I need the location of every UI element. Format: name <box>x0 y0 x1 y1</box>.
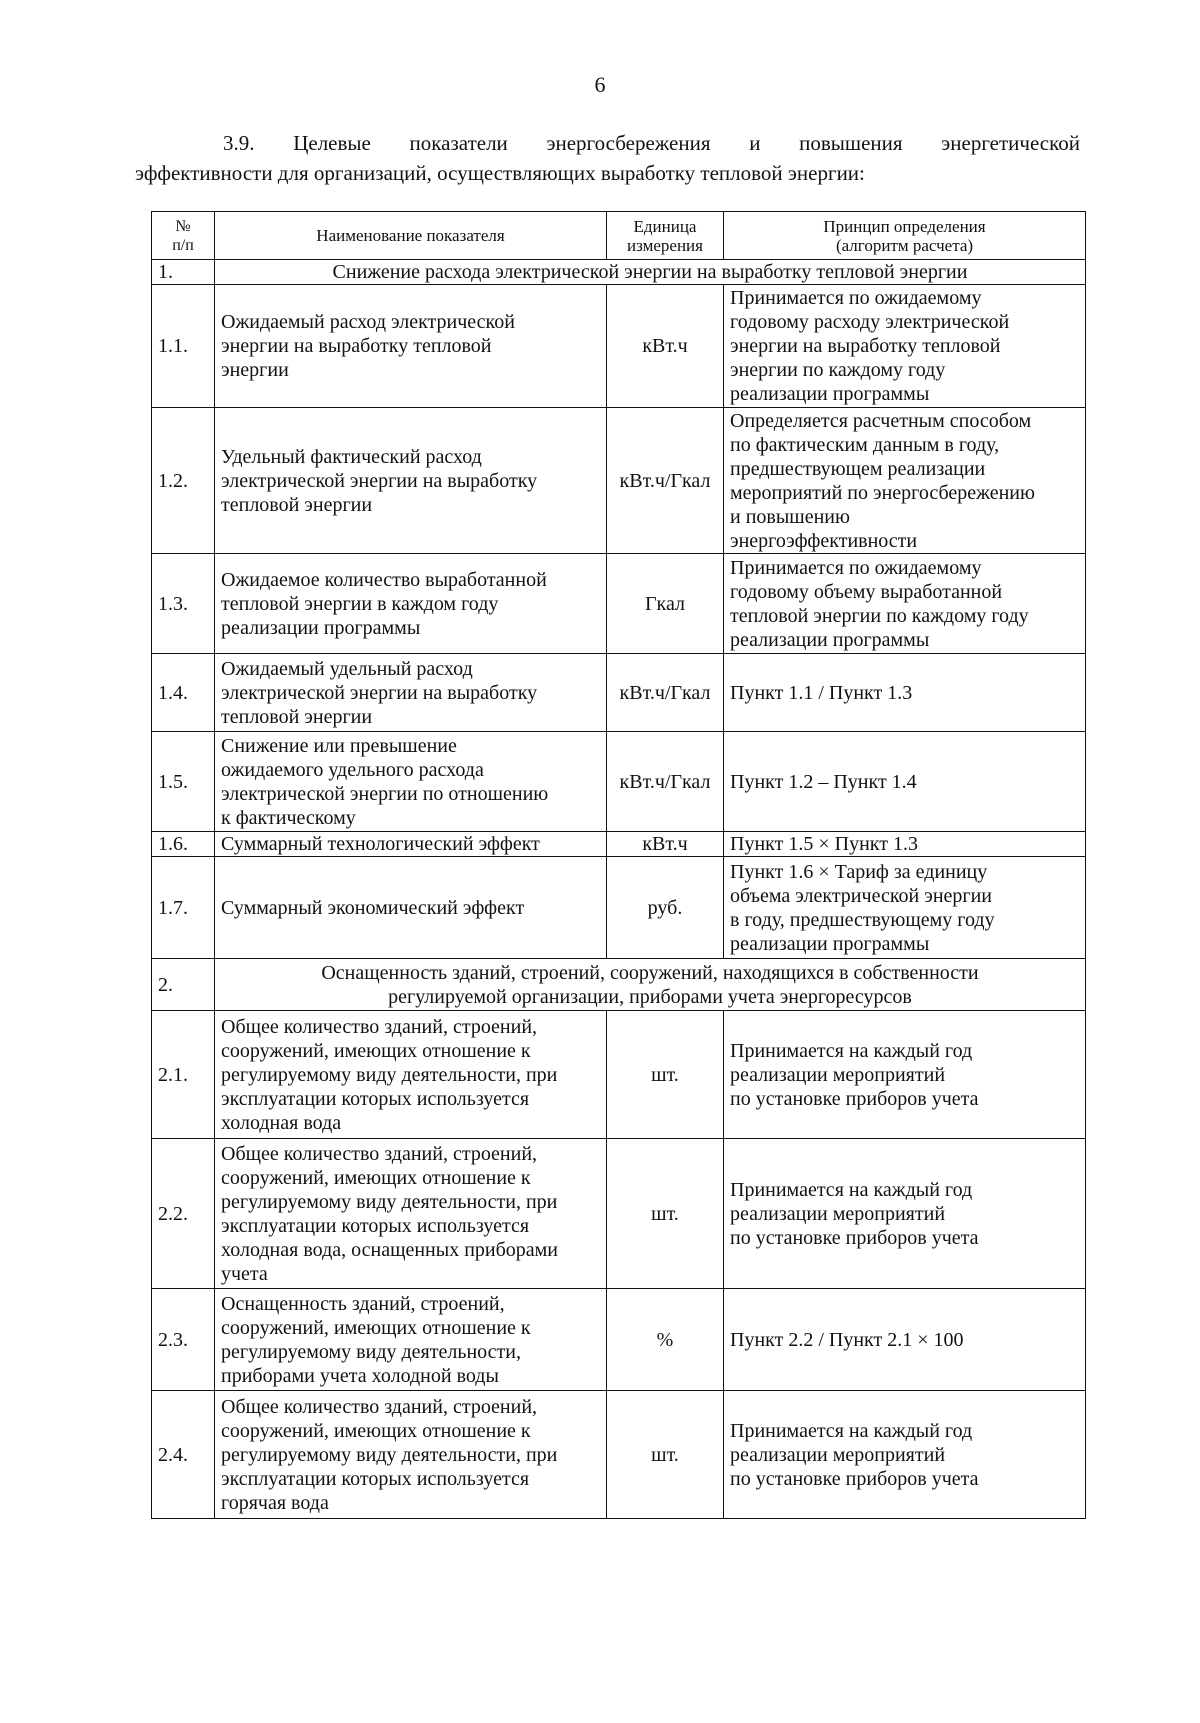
row-num: 2.4. <box>152 1391 215 1519</box>
row-num: 1.2. <box>152 408 215 554</box>
row-method: Принимается на каждый год реализации мероприятий по установке приборов учета <box>724 1391 1086 1519</box>
section-num: 1. <box>152 260 215 285</box>
row-method: Пункт 2.2 / Пункт 2.1 × 100 <box>724 1289 1086 1391</box>
row-name: Снижение или превышение ожидаемого удельного расхода электрической энергии по отношению к фактическому <box>215 732 607 832</box>
table-header-row <box>152 212 1086 260</box>
row-unit: % <box>607 1289 724 1391</box>
row-unit: шт. <box>607 1139 724 1289</box>
section-title: Снижение расхода электрической энергии на выработку тепловой энергии <box>215 260 1086 285</box>
section-num: 2. <box>152 959 215 1011</box>
header-num: № п/п <box>152 212 215 260</box>
row-unit: руб. <box>607 857 724 959</box>
row-num: 1.6. <box>152 832 215 857</box>
table-row <box>152 1011 1086 1139</box>
row-num: 2.2. <box>152 1139 215 1289</box>
row-num: 1.4. <box>152 654 215 732</box>
row-method: Принимается на каждый год реализации мероприятий по установке приборов учета <box>724 1011 1086 1139</box>
section-row-1 <box>152 260 1086 285</box>
table-row <box>152 554 1086 654</box>
row-name: Общее количество зданий, строений, сооружений, имеющих отношение к регулируемому виду деятельности, при эксплуатации которых используется холодная вода, оснащенных приборами учета <box>215 1139 607 1289</box>
table-row <box>152 857 1086 959</box>
header-unit: Единица измерения <box>607 212 724 260</box>
table-row <box>152 1391 1086 1519</box>
intro-line-1: 3.9. Целевые показатели энергосбережения и повышения энергетической <box>223 131 1080 155</box>
table-row <box>152 654 1086 732</box>
row-name: Суммарный экономический эффект <box>215 857 607 959</box>
row-unit: шт. <box>607 1011 724 1139</box>
row-num: 2.3. <box>152 1289 215 1391</box>
table-row <box>152 732 1086 832</box>
row-unit: кВт.ч/Гкал <box>607 654 724 732</box>
row-unit: кВт.ч/Гкал <box>607 732 724 832</box>
table-row <box>152 832 1086 857</box>
table-row <box>152 1289 1086 1391</box>
row-num: 2.1. <box>152 1011 215 1139</box>
row-method: Пункт 1.6 × Тариф за единицу объема электрической энергии в году, предшествующему году реализации программы <box>724 857 1086 959</box>
indicators-table <box>151 211 1086 1519</box>
row-method: Принимается по ожидаемому годовому расходу электрической энергии на выработку тепловой энергии по каждому году реализации программы <box>724 285 1086 408</box>
row-unit: Гкал <box>607 554 724 654</box>
table-row <box>152 408 1086 554</box>
row-unit: кВт.ч <box>607 285 724 408</box>
section-title: Оснащенность зданий, строений, сооружений, находящихся в собственности регулируемой организации, приборами учета энергоресурсов <box>215 959 1086 1011</box>
row-method: Пункт 1.1 / Пункт 1.3 <box>724 654 1086 732</box>
row-method: Принимается по ожидаемому годовому объему выработанной тепловой энергии по каждому году реализации программы <box>724 554 1086 654</box>
intro-paragraph <box>135 128 1080 188</box>
row-name: Общее количество зданий, строений, сооружений, имеющих отношение к регулируемому виду деятельности, при эксплуатации которых используется холодная вода <box>215 1011 607 1139</box>
row-method: Принимается на каждый год реализации мероприятий по установке приборов учета <box>724 1139 1086 1289</box>
table-row <box>152 285 1086 408</box>
intro-line-2: эффективности для организаций, осуществляющих выработку тепловой энергии: <box>135 161 865 185</box>
row-method: Пункт 1.2 – Пункт 1.4 <box>724 732 1086 832</box>
row-unit: шт. <box>607 1391 724 1519</box>
row-num: 1.7. <box>152 857 215 959</box>
row-name: Ожидаемое количество выработанной тепловой энергии в каждом году реализации программы <box>215 554 607 654</box>
page-number: 6 <box>594 72 606 97</box>
row-name: Ожидаемый удельный расход электрической энергии на выработку тепловой энергии <box>215 654 607 732</box>
row-name: Ожидаемый расход электрической энергии на выработку тепловой энергии <box>215 285 607 408</box>
header-name: Наименование показателя <box>215 212 607 260</box>
section-row-2 <box>152 959 1086 1011</box>
header-method: Принцип определения (алгоритм расчета) <box>724 212 1086 260</box>
row-name: Общее количество зданий, строений, сооружений, имеющих отношение к регулируемому виду деятельности, при эксплуатации которых используется горячая вода <box>215 1391 607 1519</box>
row-method: Определяется расчетным способом по фактическим данным в году, предшествующем реализации мероприятий по энергосбережению и повышению энергоэффективности <box>724 408 1086 554</box>
row-name: Суммарный технологический эффект <box>215 832 607 857</box>
row-method: Пункт 1.5 × Пункт 1.3 <box>724 832 1086 857</box>
row-name: Оснащенность зданий, строений, сооружений, имеющих отношение к регулируемому виду деятельности, приборами учета холодной воды <box>215 1289 607 1391</box>
row-name: Удельный фактический расход электрической энергии на выработку тепловой энергии <box>215 408 607 554</box>
row-num: 1.3. <box>152 554 215 654</box>
row-unit: кВт.ч/Гкал <box>607 408 724 554</box>
row-unit: кВт.ч <box>607 832 724 857</box>
table-row <box>152 1139 1086 1289</box>
row-num: 1.5. <box>152 732 215 832</box>
row-num: 1.1. <box>152 285 215 408</box>
